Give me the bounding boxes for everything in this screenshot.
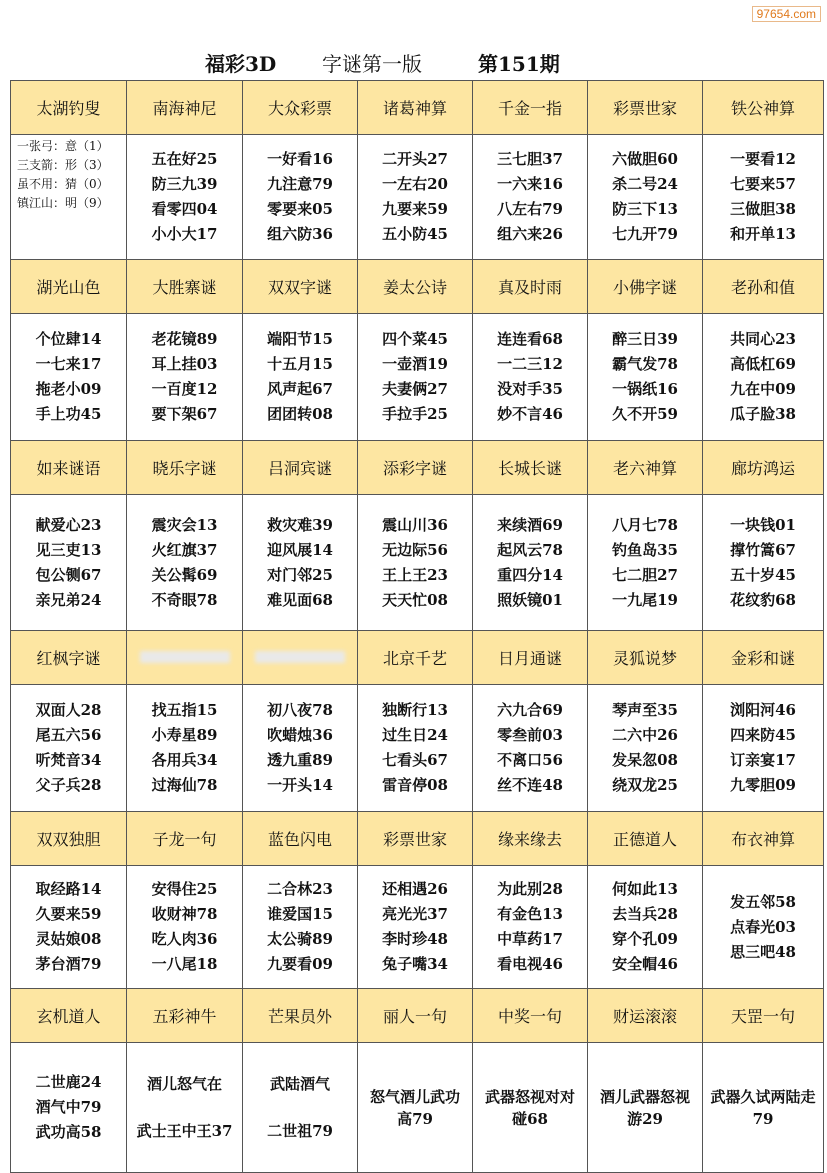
riddle-cell: [358, 1043, 473, 1173]
riddle-line: 安全帽46: [612, 955, 678, 973]
riddle-cell: [588, 314, 703, 441]
riddle-line: 订亲宴17: [730, 751, 796, 769]
riddle-line: 一百度12: [151, 380, 218, 398]
riddle-line: 端阳节15: [267, 330, 333, 348]
header-row: [11, 989, 824, 1043]
riddle-line: 一要看12: [730, 150, 796, 168]
riddle-line: 二开头27: [382, 150, 448, 168]
riddle-line: 谁爱国15: [267, 905, 333, 923]
riddle-row: [11, 135, 824, 260]
riddle-line: 安得住25: [151, 880, 218, 898]
riddle-line: 怒气酒儿武功高79: [369, 1087, 460, 1128]
riddle-line: 零叁前03: [497, 726, 563, 744]
riddle-cell: [358, 495, 473, 631]
riddle-cell: [358, 866, 473, 989]
riddle-line: 没对手35: [497, 380, 563, 398]
column-source-header: 大胜寨谜: [127, 260, 243, 314]
riddle-line: 一锅纸16: [612, 380, 678, 398]
riddle-line: 武士王中王37: [136, 1121, 233, 1140]
riddle-line: 老花镜89: [151, 330, 218, 348]
riddle-line: 各用兵34: [151, 751, 218, 769]
riddle-line: 一开头14: [267, 776, 333, 794]
riddle-line: 透九重89: [267, 751, 333, 769]
riddle-cell: [473, 1043, 588, 1173]
column-source-header: 小佛字谜: [588, 260, 703, 314]
column-source-header: 正德道人: [588, 812, 703, 866]
riddle-line: 四来防45: [730, 726, 796, 744]
riddle-line: 兔子嘴34: [382, 955, 448, 973]
column-source-header: 五彩神牛: [127, 989, 243, 1043]
riddle-line: 武陆酒气: [269, 1074, 330, 1093]
column-source-header: 长城长谜: [473, 441, 588, 495]
riddle-line: 花纹豹68: [730, 590, 796, 609]
riddle-line: 手上功45: [35, 405, 102, 423]
riddle-line: 二世祖79: [267, 1121, 333, 1140]
riddle-line: 包公铡67: [35, 565, 102, 584]
riddle-line: 点春光03: [730, 917, 796, 936]
riddle-line: 火红旗37: [151, 540, 218, 559]
riddle-line: 中草药17: [497, 930, 563, 948]
riddle-line: 思三吧48: [730, 942, 796, 961]
column-source-header: 南海神尼: [127, 81, 243, 135]
riddle-line: [243, 1097, 357, 1119]
riddle-line: 过海仙78: [151, 776, 218, 794]
riddle-line: 不离口56: [497, 751, 563, 769]
riddle-cell: [473, 685, 588, 812]
riddle-line: 有金色13: [497, 905, 563, 923]
riddle-line: 夫妻俩27: [382, 380, 448, 398]
riddle-line: 拖老小09: [35, 380, 102, 398]
riddle-line: 三做胆38: [730, 200, 796, 218]
riddle-cell: [243, 1043, 358, 1173]
column-source-header: 双双独胆: [11, 812, 127, 866]
riddle-line: 太公骑89: [267, 930, 333, 948]
column-source-header: 老孙和值: [703, 260, 824, 314]
column-source-header: 大众彩票: [243, 81, 358, 135]
column-source-header: 日月通谜: [473, 631, 588, 685]
riddle-line: 一好看16: [267, 150, 333, 168]
riddle-row: [11, 314, 824, 441]
riddle-cell: [127, 135, 243, 260]
riddle-cell: [588, 495, 703, 631]
riddle-line: 个位肆14: [35, 330, 102, 348]
riddle-cell: [588, 135, 703, 260]
riddle-line: 尾五六56: [35, 726, 102, 744]
riddle-cell: [473, 314, 588, 441]
riddle-cell: [588, 866, 703, 989]
column-source-header: 灵狐说梦: [588, 631, 703, 685]
riddle-cell: [703, 685, 824, 812]
column-source-header: 中奖一句: [473, 989, 588, 1043]
riddle-line: 久不开59: [612, 405, 678, 423]
column-source-header: 姜太公诗: [358, 260, 473, 314]
column-source-header: 彩票世家: [588, 81, 703, 135]
column-source-header: 廊坊鸿运: [703, 441, 824, 495]
riddle-cell: [243, 135, 358, 260]
riddle-clue-line: 虽不用：猜（0）: [17, 177, 109, 191]
riddle-cell: [127, 866, 243, 989]
riddle-line: 组六防36: [267, 225, 333, 243]
riddle-line: 武器怒视对对碰68: [484, 1087, 575, 1128]
riddle-line: 七九开79: [612, 225, 678, 243]
riddle-line: 见三吏13: [35, 540, 102, 559]
riddle-line: 收财神78: [151, 905, 218, 923]
riddle-cell: [127, 1043, 243, 1173]
riddle-line: 二合林23: [267, 880, 333, 898]
riddle-line: 琴声至35: [612, 701, 678, 719]
riddle-line: 武功高58: [35, 1123, 102, 1141]
riddle-line: 组六来26: [497, 225, 563, 243]
riddle-line: 高低杠69: [730, 355, 796, 373]
riddle-line: 九在中09: [730, 380, 796, 398]
column-source-header: 晓乐字谜: [127, 441, 243, 495]
riddle-line: 一块钱01: [730, 515, 796, 534]
riddle-cell: [243, 866, 358, 989]
riddle-line: 重四分14: [497, 565, 563, 584]
riddle-line: 妙不言46: [497, 405, 563, 423]
riddle-cell: [243, 685, 358, 812]
riddle-line: 六做胆60: [612, 150, 678, 168]
riddle-cell: [703, 495, 824, 631]
riddle-line: 照妖镜01: [497, 590, 563, 609]
riddle-line: 起风云78: [497, 540, 563, 559]
riddle-line: 吃人肉36: [151, 930, 218, 948]
column-source-header: [127, 631, 243, 685]
column-source-header: 真及时雨: [473, 260, 588, 314]
riddle-line: 雷音停08: [382, 776, 448, 794]
column-source-header: 湖光山色: [11, 260, 127, 314]
column-source-header: 财运滚滚: [588, 989, 703, 1043]
riddle-line: 一左右20: [382, 175, 448, 193]
column-source-header: 吕洞宾谜: [243, 441, 358, 495]
riddle-line: 不奇眼78: [151, 590, 218, 609]
riddle-line: 茅台酒79: [35, 955, 102, 973]
column-source-header: 添彩字谜: [358, 441, 473, 495]
column-source-header: 千金一指: [473, 81, 588, 135]
riddle-line: 九要来59: [382, 200, 448, 218]
riddle-line: 武器久试两陆走79: [710, 1087, 816, 1128]
riddle-line: 共同心23: [730, 330, 796, 348]
riddle-line: 亲兄弟24: [35, 590, 102, 609]
riddle-line: 为此别28: [497, 880, 563, 898]
riddle-line: 一二三12: [497, 355, 563, 373]
riddle-line: 王上王23: [382, 565, 448, 584]
riddle-line: 二世鹿24: [35, 1073, 102, 1091]
riddle-line: 献爱心23: [35, 515, 102, 534]
riddle-line: 震灾会13: [151, 515, 218, 534]
column-source-header: 诸葛神算: [358, 81, 473, 135]
riddle-line: 零要来05: [267, 200, 333, 218]
riddle-line: 久要来59: [35, 905, 102, 923]
column-source-header: 丽人一句: [358, 989, 473, 1043]
riddle-cell: [243, 314, 358, 441]
riddle-cell: [358, 685, 473, 812]
riddle-line: 救灾难39: [267, 515, 333, 534]
column-source-header: 玄机道人: [11, 989, 127, 1043]
column-source-header: 缘来缘去: [473, 812, 588, 866]
column-source-header: 如来谜语: [11, 441, 127, 495]
column-source-header: 芒果员外: [243, 989, 358, 1043]
riddle-line: 发五邻58: [730, 892, 796, 911]
riddle-cell: [11, 314, 127, 441]
riddle-line: 亮光光37: [382, 905, 448, 923]
riddle-cell: [11, 135, 127, 260]
riddle-line: 独断行13: [382, 701, 448, 719]
header-row: [11, 441, 824, 495]
riddle-line: 去当兵28: [612, 905, 678, 923]
column-source-header: 双双字谜: [243, 260, 358, 314]
riddle-line: 五小防45: [382, 225, 448, 243]
riddle-line: 灵姑娘08: [35, 930, 102, 948]
riddle-line: 浏阳河46: [730, 701, 796, 719]
column-source-header: [243, 631, 358, 685]
riddle-line: 初八夜78: [267, 701, 333, 719]
riddle-cell: [703, 1043, 824, 1173]
riddle-cell: [588, 1043, 703, 1173]
riddle-line: 取经路14: [35, 880, 102, 898]
blurred-header: [140, 651, 230, 663]
riddle-line: 一壶酒19: [382, 355, 448, 373]
riddle-line: 来续酒69: [497, 515, 563, 534]
riddle-line: 丝不连48: [497, 776, 563, 794]
column-source-header: 布衣神算: [703, 812, 824, 866]
riddle-cell: [473, 135, 588, 260]
riddle-line: 二六中26: [612, 726, 678, 744]
header-row: [11, 631, 824, 685]
blurred-header: [255, 651, 345, 663]
riddle-line: 七看头67: [382, 751, 448, 769]
column-source-header: 红枫字谜: [11, 631, 127, 685]
riddle-line: 看电视46: [497, 955, 563, 973]
riddle-line: 和开单13: [730, 225, 796, 243]
column-source-header: 彩票世家: [358, 812, 473, 866]
riddle-line: 醉三日39: [612, 330, 678, 348]
riddle-line: 吹蜡烛36: [267, 726, 333, 744]
riddle-line: [127, 1097, 242, 1119]
riddle-line: 要下架67: [151, 405, 218, 423]
riddle-line: 小寿星89: [151, 726, 218, 744]
riddle-line: 父子兵28: [35, 776, 102, 794]
riddle-line: 七二胆27: [612, 565, 678, 584]
edition-label: 字谜第一版: [322, 52, 422, 76]
riddle-clue-line: 镇江山：明（9）: [17, 196, 109, 210]
riddle-cell: [11, 685, 127, 812]
riddle-line: 听梵音34: [35, 751, 102, 769]
riddle-line: 耳上挂03: [151, 355, 218, 373]
riddle-cell: [127, 685, 243, 812]
column-source-header: 老六神算: [588, 441, 703, 495]
riddle-line: 杀二号24: [612, 175, 678, 193]
issue-number: 第151期: [478, 52, 560, 76]
header-row: [11, 81, 824, 135]
riddle-line: 一九尾19: [612, 590, 678, 609]
header-row: [11, 812, 824, 866]
riddle-line: 七要来57: [730, 175, 796, 193]
riddle-line: 撑竹篙67: [730, 540, 796, 559]
riddle-cell: [11, 1043, 127, 1173]
riddle-line: 看零四04: [151, 200, 218, 218]
riddle-line: 迎风展14: [267, 540, 333, 559]
riddle-cell: [473, 495, 588, 631]
riddle-line: 发呆忽08: [612, 751, 678, 769]
riddle-line: 十五月15: [267, 355, 333, 373]
column-source-header: 太湖钓叟: [11, 81, 127, 135]
riddle-cell: [358, 314, 473, 441]
riddle-line: 八月七78: [612, 515, 678, 534]
header-row: [11, 260, 824, 314]
riddle-row: [11, 1043, 824, 1173]
riddle-line: 风声起67: [267, 380, 333, 398]
riddle-line: 天天忙08: [382, 590, 448, 609]
riddle-line: 绕双龙25: [612, 776, 678, 794]
column-source-header: 铁公神算: [703, 81, 824, 135]
riddle-line: 九要看09: [267, 955, 333, 973]
riddle-line: 酒气中79: [35, 1098, 102, 1116]
column-source-header: 天罡一句: [703, 989, 824, 1043]
riddle-row: [11, 685, 824, 812]
riddle-line: 霸气发78: [612, 355, 678, 373]
riddle-cell: [703, 866, 824, 989]
riddle-line: 九零胆09: [730, 776, 796, 794]
riddle-line: 连连看68: [497, 330, 563, 348]
riddle-line: 六九合69: [497, 701, 563, 719]
riddle-row: [11, 866, 824, 989]
riddle-line: 震山川36: [382, 515, 448, 534]
riddle-cell: [703, 135, 824, 260]
riddle-line: 一六来16: [497, 175, 563, 193]
riddle-cell: [588, 685, 703, 812]
site-watermark: 97654.com: [752, 6, 821, 22]
riddle-line: 还相遇26: [382, 880, 448, 898]
riddle-line: 九注意79: [267, 175, 333, 193]
riddle-line: 过生日24: [382, 726, 448, 744]
riddle-row: [11, 495, 824, 631]
riddle-line: 手拉手25: [382, 405, 448, 423]
riddle-line: 找五指15: [151, 701, 218, 719]
riddle-line: 一八尾18: [151, 955, 218, 973]
riddle-line: 酒儿武器怒视游29: [599, 1087, 690, 1128]
riddle-clue-line: 一张弓：意（1）: [17, 139, 109, 153]
riddle-line: 对门邻25: [267, 565, 333, 584]
column-source-header: 金彩和谜: [703, 631, 824, 685]
riddle-cell: [127, 495, 243, 631]
riddle-cell: [127, 314, 243, 441]
riddle-line: 防三九39: [151, 175, 218, 193]
riddle-line: 酒儿怒气在: [146, 1074, 222, 1093]
riddle-cell: [243, 495, 358, 631]
riddle-line: 双面人28: [35, 701, 102, 719]
riddle-line: 团团转08: [267, 405, 333, 423]
riddle-line: 穿个孔09: [612, 930, 678, 948]
riddle-cell: [473, 866, 588, 989]
riddle-line: 八左右79: [497, 200, 563, 218]
riddle-line: 五在好25: [151, 150, 218, 168]
riddle-line: 无边际56: [382, 540, 448, 559]
riddle-cell: [11, 495, 127, 631]
column-source-header: 北京千艺: [358, 631, 473, 685]
riddle-line: 关公髯69: [151, 565, 218, 584]
riddle-line: 防三下13: [612, 200, 678, 218]
riddle-line: 五十岁45: [730, 565, 796, 584]
page-title: [0, 48, 827, 76]
riddle-line: 钓鱼岛35: [612, 540, 678, 559]
riddle-line: 李时珍48: [382, 930, 448, 948]
riddle-line: 小小大17: [151, 225, 218, 243]
riddle-line: 瓜子脸38: [730, 405, 796, 423]
riddle-line: 三七胆37: [497, 150, 563, 168]
riddle-cell: [358, 135, 473, 260]
riddle-line: 四个菜45: [382, 330, 448, 348]
riddle-line: 何如此13: [612, 880, 678, 898]
column-source-header: 蓝色闪电: [243, 812, 358, 866]
lottery-brand: 福彩3D: [205, 52, 277, 76]
riddle-line: 一七来17: [35, 355, 102, 373]
riddle-cell: [11, 866, 127, 989]
riddle-clue-line: 三支箭：形（3）: [17, 158, 109, 172]
column-source-header: 子龙一句: [127, 812, 243, 866]
riddle-grid: [10, 80, 824, 1173]
riddle-cell: [703, 314, 824, 441]
riddle-line: 难见面68: [267, 590, 333, 609]
